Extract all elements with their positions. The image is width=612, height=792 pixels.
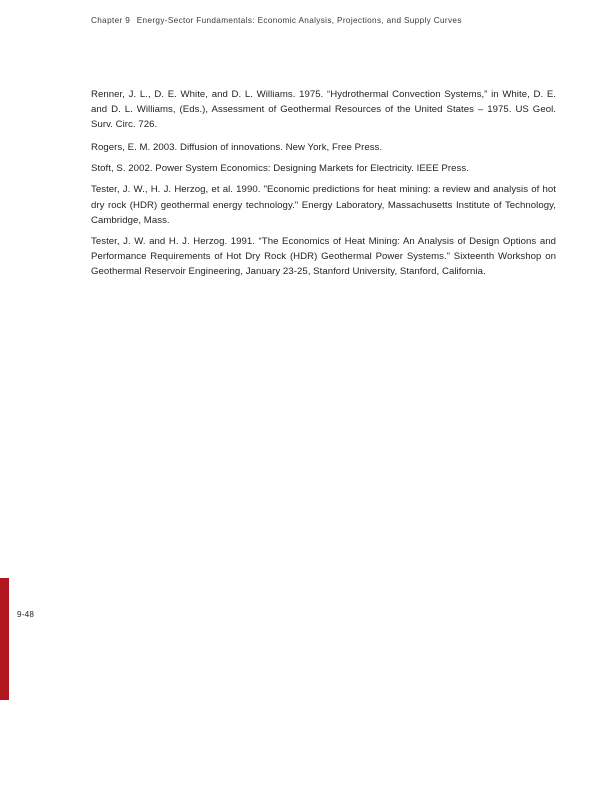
- reference-entry-renner: Renner, J. L., D. E. White, and D. L. Williams. 1975. “Hydrothermal Convection Systems,” in White, D. E. and D. L. Williams, (Eds.), Assessment of Geothermal Resources of the United States – 1975. US Geol. Surv. Circ. 726.: [91, 89, 556, 131]
- reference-entry-rogers: Rogers, E. M. 2003. Diffusion of innovations. New York, Free Press.: [91, 141, 383, 153]
- chapter-title: Energy-Sector Fundamentals: Economic Analysis, Projections, and Supply Curves: [136, 16, 462, 25]
- reference-list: [91, 87, 556, 286]
- page-number: 9-48: [17, 610, 35, 619]
- chapter-label: Chapter 9: [91, 16, 131, 25]
- running-header: [91, 16, 462, 25]
- chapter-margin-bar: [0, 578, 9, 700]
- reference-entry-tester-1991: Tester, J. W. and H. J. Herzog. 1991. “The Economics of Heat Mining: An Analysis of Design Options and Performance Requirements of Hot Dry Rock (HDR) Geothermal Power Systems.” Sixteenth Workshop on Geothermal Reservoir Engineering, January 23-25, Stanford University, Stanford, California.: [91, 236, 556, 278]
- reference-entry-stoft: Stoft, S. 2002. Power System Economics: Designing Markets for Electricity. IEEE Press.: [91, 163, 469, 175]
- reference-entry-tester-1990: Tester, J. W., H. J. Herzog, et al. 1990. "Economic predictions for heat mining: a review and analysis of hot dry rock (HDR) geothermal energy technology." Energy Laboratory, Massachusetts Institute of Technology, Cambridge, Mass.: [91, 184, 556, 226]
